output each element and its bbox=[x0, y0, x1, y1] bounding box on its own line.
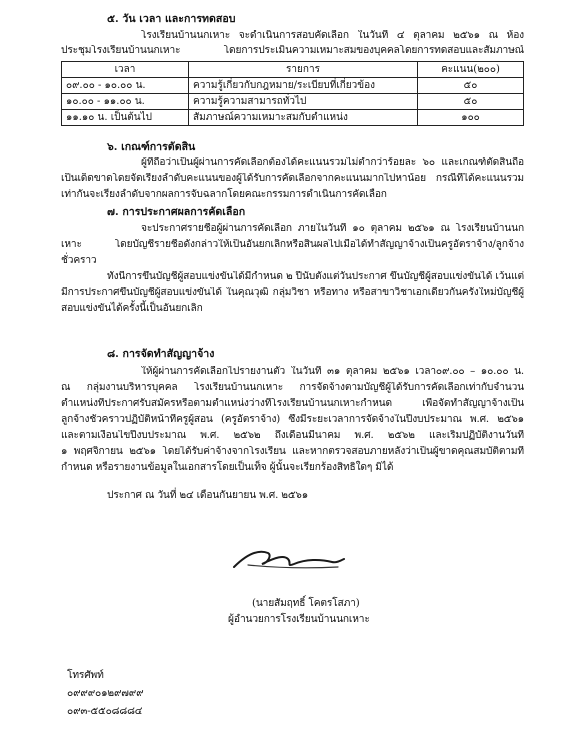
section7-para2-line-3: สอบแข่งขันได้ครั้งนี้เป็นอันยกเลิก bbox=[61, 303, 203, 314]
section6-line-2: เป็นเด็ดขาดโดยจัดเรียงลำดับคะแนนของผู้ได้รับการคัดเลือกจากคะแนนมากไปหาน้อย กรณีที่ได้คะแนนรวม bbox=[61, 173, 524, 184]
contact-label: โทรศัพท์ bbox=[67, 670, 104, 681]
column-header-score: คะแนน(๒๐๐) bbox=[418, 62, 524, 78]
section8-line-7: กำหนด หรือรายงานข้อมูลในเอกสารโดยเป็นเท็จ ผู้นั้นจะเรียกร้องสิทธิใดๆ มิได้ bbox=[61, 462, 394, 473]
contact-phone-1: ๐๙๙๙๐๑๒๙๗๙๙ bbox=[67, 688, 144, 699]
section7-para2-line-2: มีการประกาศขึ้นบัญชีผู้สอบแข่งขันได้ ในคุณวุฒิ กลุ่มวิชา หรือทาง หรือสาขาวิชาเอกเดียวกันครั้งใหม่บัญชีผู้ bbox=[61, 287, 524, 298]
section6-line-3: เท่ากันจะเรียงลำดับจากผลการจับฉลากโดยคณะกรรมการดำเนินการคัดเลือก bbox=[61, 189, 387, 200]
section8-line-2: ณ กลุ่มงานบริหารบุคคล โรงเรียนบ้านนกเหาะ การจัดจ้างตามบัญชีผู้ได้รับการคัดเลือกเท่ากับจำนวน bbox=[61, 382, 524, 393]
contact-phone-2: ๐๙๓-๕๕๐๘๘๘๔ bbox=[67, 706, 143, 717]
section7-para1-line-2: เหาะ โดยบัญชีรายชื่อดังกล่าวให้เป็นอันยกเลิกหรือสิ้นผลไปเมื่อได้ทำสัญญาจ้างเป็นครูอัตราจ้าง/ลูกจ้าง bbox=[61, 239, 524, 250]
section7-para1-line-1: จะประกาศรายชื่อผู้ผ่านการคัดเลือก ภายในวันที่ ๑๐ ตุลาคม ๒๕๖๑ ณ โรงเรียนบ้านนก bbox=[141, 223, 524, 234]
section8-line-4: ลูกจ้างชั่วคราวปฏิบัติหน้าที่ครูผู้สอน (ครูอัตราจ้าง) ซึ่งมีระยะเวลาการจัดจ้างในปีงบประมาณ พ.ศ. ๒๕๖๑ bbox=[61, 414, 524, 425]
section8-line-3: ตำแหน่งที่ประกาศรับสมัครหรือตามตำแหน่งว่างที่โรงเรียนบ้านนกเหาะกำหนด เพื่อจัดทำสัญญาจ้างเป็น bbox=[61, 398, 524, 409]
signature-image bbox=[228, 537, 348, 582]
column-header-time: เวลา bbox=[62, 62, 189, 78]
section5-line-1: โรงเรียนบ้านนกเหาะ จะดำเนินการสอบคัดเลือก ในวันที่ ๔ ตุลาคม ๒๕๖๑ ณ ห้อง bbox=[141, 30, 524, 41]
signatory-name: (นายสัมฤทธิ์ โคตรโสภา) bbox=[252, 598, 360, 609]
cell-score: ๕๐ bbox=[418, 94, 524, 110]
cell-item: ความรู้ความสามารถทั่วไป bbox=[189, 94, 418, 110]
table-row bbox=[62, 110, 524, 126]
section8-line-1: ให้ผู้ผ่านการคัดเลือกไปรายงานตัว ในวันที่ ๓๑ ตุลาคม ๒๕๖๑ เวลา๐๙.๐๐ – ๑๐.๐๐ น. bbox=[141, 366, 524, 377]
section8-line-6: ๑ พฤศจิกายน ๒๕๖๑ โดยได้รับค่าจ้างจากโรงเรียน และหากตรวจสอบภายหลังว่าเป็นผู้ขาดคุณสมบัติตามที่ bbox=[61, 446, 524, 457]
section5-heading: ๕. วัน เวลา และการทดสอบ bbox=[107, 13, 236, 25]
section8-line-5: และตามเงื่อนไขปีงบประมาณ พ.ศ. ๒๕๖๒ ถึงเดือนมีนาคม พ.ศ. ๒๕๖๒ และเริ่มปฏิบัติงานวันที่ bbox=[61, 430, 524, 441]
cell-time: ๐๙.๐๐ - ๑๐.๐๐ น. bbox=[62, 78, 189, 94]
section7-para1-line-3: ชั่วคราว bbox=[61, 255, 97, 266]
section7-heading: ๗. การประกาศผลการคัดเลือก bbox=[107, 206, 246, 218]
cell-item: สัมภาษณ์ความเหมาะสมกับตำแหน่ง bbox=[189, 110, 418, 126]
announcement-date: ประกาศ ณ วันที่ ๒๔ เดือนกันยายน พ.ศ. ๒๕๖๑ bbox=[107, 490, 309, 501]
column-header-item: รายการ bbox=[189, 62, 418, 78]
section5-line-2: ประชุมโรงเรียนบ้านนกเหาะ โดยการประเมินความเหมาะสมของบุคคลโดยการทดสอบและสัมภาษณ์ bbox=[61, 45, 524, 56]
table-header-row bbox=[62, 62, 524, 78]
table-row bbox=[62, 78, 524, 94]
section6-line-1: ผู้ที่ถือว่าเป็นผู้ผ่านการคัดเลือกต้องได้คะแนนรวมไม่ต่ำกว่าร้อยละ ๖๐ และเกณฑ์ตัดสินถือ bbox=[141, 157, 524, 168]
section8-heading: ๘. การจัดทำสัญญาจ้าง bbox=[107, 348, 215, 360]
cell-time: ๑๑.๑๐ น. เป็นต้นไป bbox=[62, 110, 189, 126]
cell-item: ความรู้เกี่ยวกับกฎหมาย/ระเบียบที่เกี่ยวข้อง bbox=[189, 78, 418, 94]
section7-para2-line-1: ทั้งนี้การขึ้นบัญชีผู้สอบแข่งขันได้มีกำหนด ๒ ปีนับตั้งแต่วันประกาศ ขึ้นบัญชีผู้สอบแข่งขันได้ เว้นแต่ bbox=[107, 271, 524, 282]
exam-schedule-table bbox=[61, 61, 524, 126]
signatory-position: ผู้อำนวยการโรงเรียนบ้านนกเหาะ bbox=[228, 614, 370, 625]
section6-heading: ๖. เกณฑ์การตัดสิน bbox=[107, 141, 196, 153]
cell-score: ๑๐๐ bbox=[418, 110, 524, 126]
cell-time: ๑๐.๐๐ - ๑๑.๐๐ น. bbox=[62, 94, 189, 110]
cell-score: ๕๐ bbox=[418, 78, 524, 94]
table-row bbox=[62, 94, 524, 110]
